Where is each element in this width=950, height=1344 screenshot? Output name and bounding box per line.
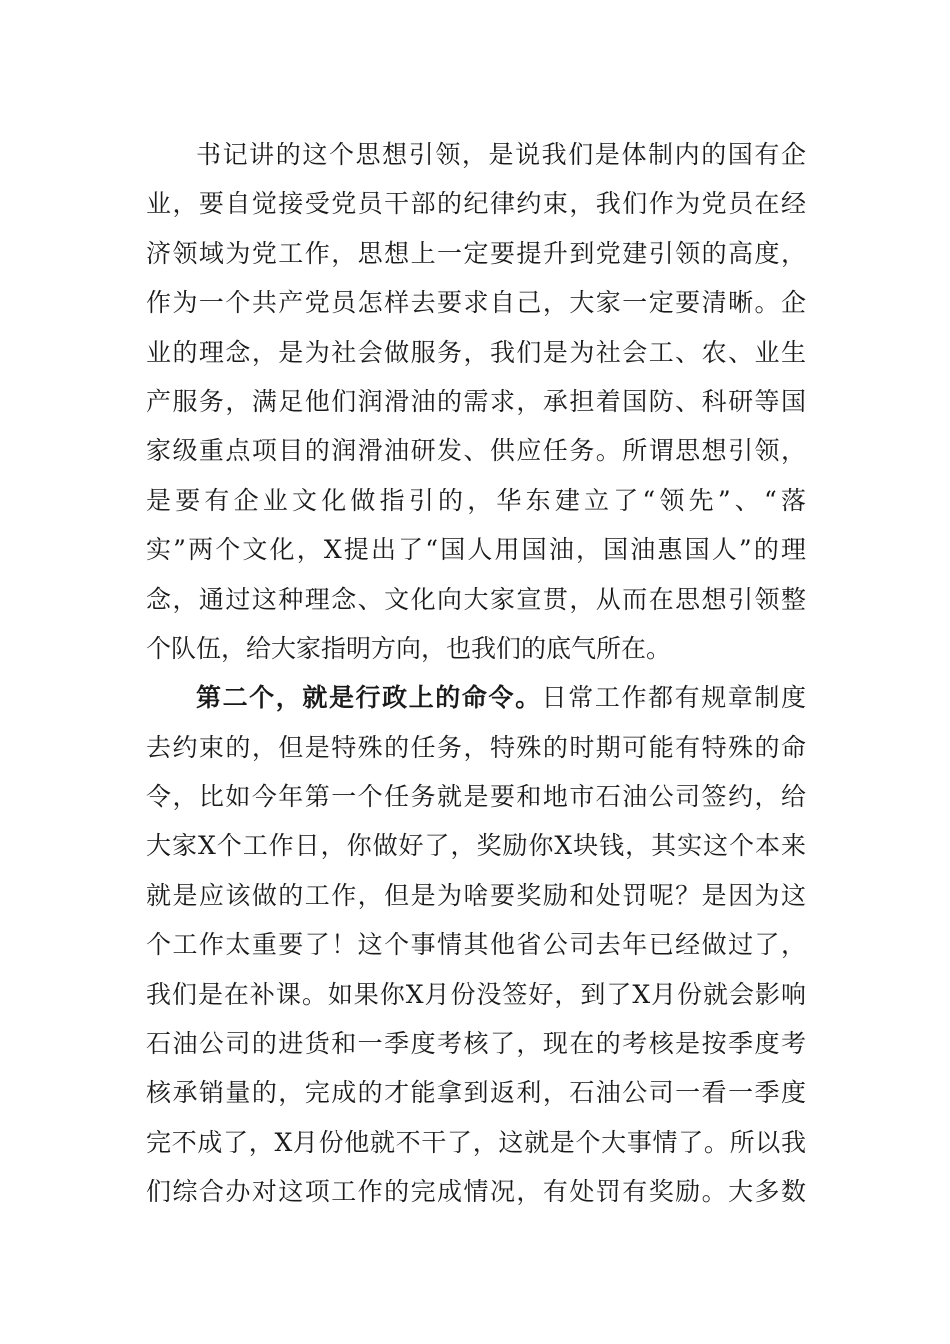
text-line: 济领域为党工作，思想上一定要提升到党建引领的高度， <box>146 238 806 268</box>
text-line: 家级重点项目的润滑油研发、供应任务。所谓思想引领， <box>146 436 806 466</box>
text-line: 核承销量的，完成的才能拿到返利，石油公司一看一季度 <box>146 1078 806 1108</box>
text-line: 就是应该做的工作，但是为啥要奖励和处罚呢？是因为这 <box>146 880 806 910</box>
text-line: 业的理念，是为社会做服务，我们是为社会工、农、业生 <box>146 337 806 367</box>
text-line: 书记讲的这个思想引领，是说我们是体制内的国有企 <box>196 140 806 169</box>
text-line: 完不成了，X月份他就不干了，这就是个大事情了。所以我 <box>146 1127 806 1157</box>
text-line: 个工作太重要了！这个事情其他省公司去年已经做过了， <box>146 930 806 960</box>
text-line: 是要有企业文化做指引的，华东建立了“领先”、“落 <box>146 485 806 515</box>
text-line: 业，要自觉接受党员干部的纪律约束，我们作为党员在经 <box>146 189 806 219</box>
text-line: 们综合办对这项工作的完成情况，有处罚有奖励。大多数 <box>146 1177 806 1207</box>
text-line: 个队伍，给大家指明方向，也我们的底气所在。 <box>146 633 672 663</box>
document-body <box>146 130 806 1217</box>
paragraph-2-first-line <box>146 673 806 722</box>
text-line: 我们是在补课。如果你X月份没签好，到了X月份就会影响 <box>146 979 806 1009</box>
text-line: 作为一个共产党员怎样去要求自己，大家一定要清晰。企 <box>146 288 806 318</box>
text-line: 念，通过这种理念、文化向大家宣贯，从而在思想引领整 <box>146 584 806 614</box>
text-line: 石油公司的进货和一季度考核了，现在的考核是按季度考 <box>146 1029 806 1059</box>
text-line: 大家X个工作日，你做好了，奖励你X块钱，其实这个本来 <box>146 831 806 861</box>
text-line: 去约束的，但是特殊的任务，特殊的时期可能有特殊的命 <box>146 732 806 762</box>
paragraph-heading: 第二个，就是行政上的命令。 <box>196 683 542 713</box>
text-line: 实”两个文化，X提出了“国人用国油，国油惠国人”的理 <box>146 535 806 565</box>
text-line: 令，比如今年第一个任务就是要和地市石油公司签约，给 <box>146 782 806 812</box>
text-line: 产服务，满足他们润滑油的需求，承担着国防、科研等国 <box>146 386 806 416</box>
text-span: 日常工作都有规章制度 <box>541 683 806 713</box>
